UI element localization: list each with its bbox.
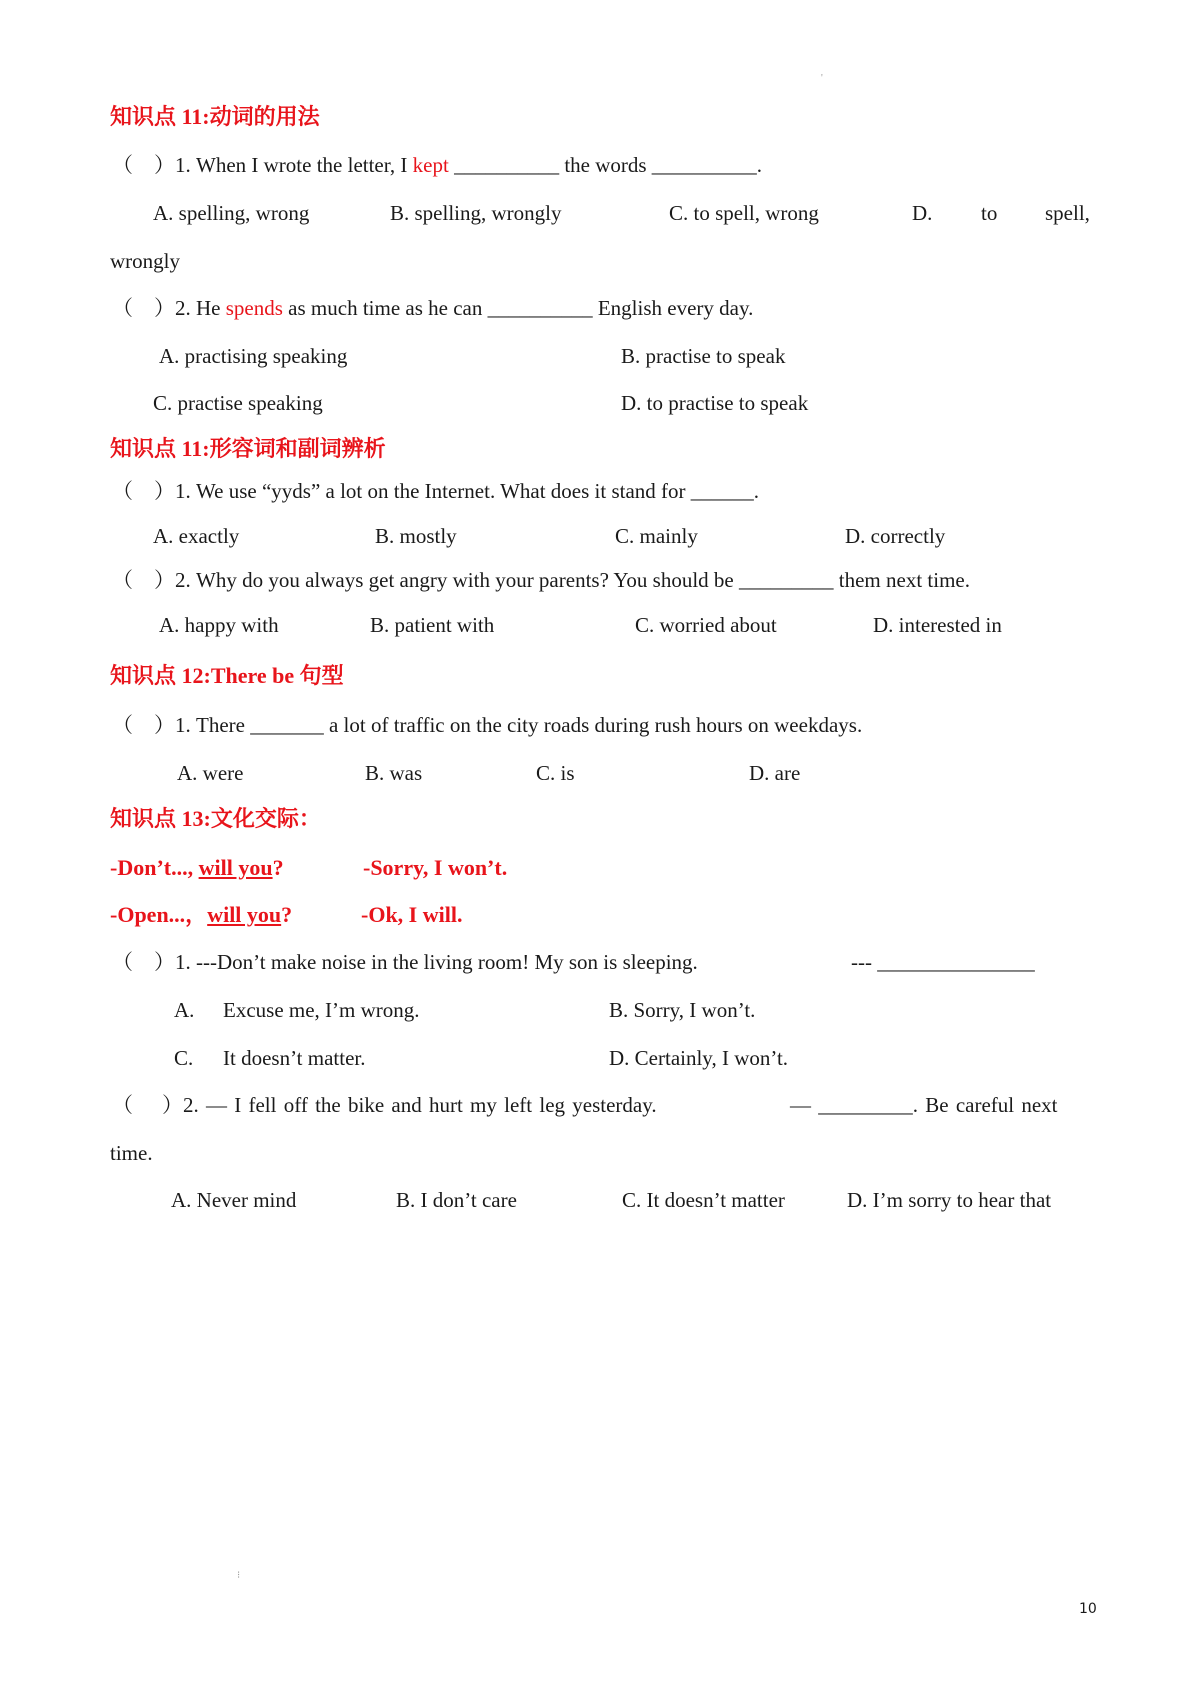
option-c: C. worried about — [635, 613, 777, 637]
question-4-1: （ ）1. ---Don’t make noise in the living room! My son is sleeping. — [112, 950, 698, 974]
option-c: C. mainly — [615, 524, 698, 548]
answer-bracket[interactable]: （ ） — [112, 479, 175, 503]
question-4-2: （ ）2. — I fell off the bike and hurt my left leg yesterday. — [112, 1093, 657, 1117]
question-2-1: （ ）1. We use “yyds” a lot on the Internet. What does it stand for ______. — [112, 479, 760, 503]
option-c: C. It doesn’t matter — [622, 1188, 785, 1212]
option-d: D. interested in — [873, 613, 1002, 637]
rule-open: -Open...，will you? — [110, 902, 293, 927]
option-d: D. — [912, 201, 933, 225]
section-heading-verbs: 知识点 11:动词的用法 — [110, 104, 320, 129]
option-c: C. is — [536, 761, 575, 785]
option-b: B. patient with — [370, 613, 495, 637]
page-number: 10 — [1079, 1601, 1097, 1617]
option-c: C. to spell, wrong — [669, 201, 819, 225]
option-d: D. are — [749, 761, 801, 785]
question-1-1: （ ）1. When I wrote the letter, I kept __________ the words __________. — [112, 153, 763, 177]
option-b: B. I don’t care — [396, 1188, 517, 1212]
option-a: Excuse me, I’m wrong. — [223, 998, 420, 1022]
option-a: A. spelling, wrong — [153, 201, 310, 225]
option-d: D. Certainly, I won’t. — [609, 1046, 789, 1070]
option-d-word: wrongly — [110, 249, 180, 273]
section-heading-adjectives: 知识点 11:形容词和副词辨析 — [110, 436, 386, 461]
option-d: D. I’m sorry to hear that — [847, 1188, 1052, 1212]
answer-bracket[interactable]: （ ） — [112, 1093, 183, 1117]
section-heading-there-be: 知识点 12:There be 句型 — [110, 663, 344, 688]
rule-open-reply: -Ok, I will. — [361, 902, 463, 927]
answer-bracket[interactable]: （ ） — [112, 713, 175, 737]
answer-bracket[interactable]: （ ） — [112, 153, 175, 177]
option-a-letter: A. — [174, 998, 195, 1022]
rule-dont: -Don’t..., will you? — [110, 855, 284, 880]
answer-bracket[interactable]: （ ） — [112, 950, 175, 974]
option-b: B. mostly — [375, 524, 457, 548]
option-a: A. practising speaking — [159, 344, 348, 368]
stray-mark: ⁝ — [237, 1570, 241, 1581]
option-d: D. correctly — [845, 524, 946, 548]
question-2-2: （ ）2. Why do you always get angry with your parents? You should be _________ them next time. — [112, 568, 970, 592]
answer-blank: — _________. Be careful next — [790, 1093, 1058, 1117]
option-b: B. Sorry, I won’t. — [609, 998, 756, 1022]
option-b: B. practise to speak — [621, 344, 786, 368]
answer-bracket[interactable]: （ ） — [112, 568, 175, 592]
option-c: C. practise speaking — [153, 391, 323, 415]
option-a: A. happy with — [159, 613, 279, 637]
question-3-1: （ ）1. There _______ a lot of traffic on the city roads during rush hours on weekdays. — [112, 713, 863, 737]
option-a: A. exactly — [153, 524, 240, 548]
answer-bracket[interactable]: （ ） — [112, 296, 175, 320]
option-c: It doesn’t matter. — [223, 1046, 366, 1070]
option-d-word: to — [981, 201, 998, 225]
option-b: B. spelling, wrongly — [390, 201, 562, 225]
answer-blank: --- _______________ — [851, 950, 1035, 974]
option-a: A. were — [177, 761, 244, 785]
option-d-word: spell, — [1045, 201, 1090, 225]
section-heading-culture: 知识点 13:文化交际： — [110, 806, 321, 831]
option-d: D. to practise to speak — [621, 391, 809, 415]
option-b: B. was — [365, 761, 423, 785]
rule-dont-reply: -Sorry, I won’t. — [363, 855, 508, 880]
question-1-2: （ ）2. He spends as much time as he can __________ English every day. — [112, 296, 754, 320]
stray-mark: ' — [821, 73, 823, 84]
option-a: A. Never mind — [171, 1188, 297, 1212]
option-c-letter: C. — [174, 1046, 194, 1070]
question-continuation: time. — [110, 1141, 153, 1165]
